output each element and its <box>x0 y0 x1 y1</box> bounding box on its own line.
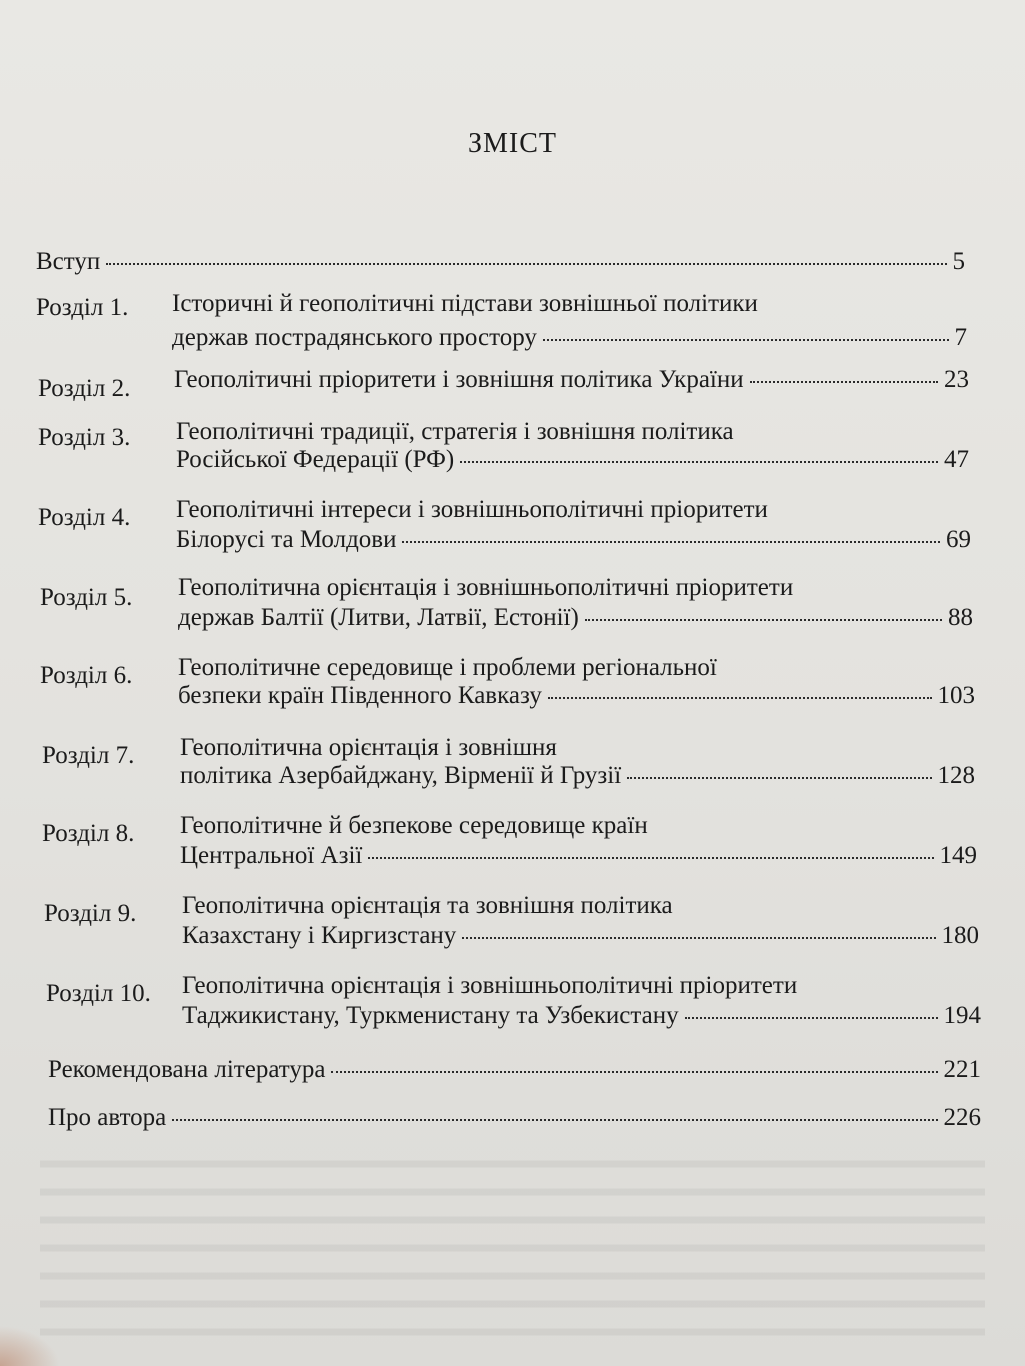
dot-leader <box>106 263 946 265</box>
dot-leader <box>402 541 940 543</box>
toc-entry-title-line2: Таджикистану, Туркменистану та Узбекистану <box>182 1002 679 1029</box>
toc-chapter-label: Розділ 8. <box>42 820 135 847</box>
toc-chapter-label: Розділ 2. <box>38 375 131 402</box>
toc-entry-chapter-5[interactable] <box>178 604 973 640</box>
toc-page-number: 221 <box>943 1056 981 1083</box>
toc-chapter-label: Розділ 6. <box>40 662 133 689</box>
toc-entry-title-line2: держав Балтії (Литви, Латвії, Естонії) <box>178 604 579 631</box>
toc-entry-title-line1: Історичні й геополітичні підстави зовнішньої політики <box>172 290 758 317</box>
toc-entry-title-line2: Білорусі та Молдови <box>176 526 397 553</box>
toc-chapter-label: Розділ 9. <box>44 900 137 927</box>
toc-page-number: 7 <box>954 324 967 351</box>
toc-entry-title-line1: Геополітична орієнтація і зовнішня <box>180 734 557 761</box>
toc-entry-title-line1: Геополітична орієнтація та зовнішня політика <box>182 892 673 919</box>
toc-entry-about-author[interactable] <box>48 1104 981 1140</box>
toc-entry-title: Про автора <box>48 1104 167 1131</box>
toc-entry-title-line2: Казахстану і Киргизстану <box>182 922 457 949</box>
toc-entry-intro[interactable] <box>36 248 965 284</box>
toc-entry-title: Вступ <box>36 248 101 275</box>
toc-entry-title-line1: Геополітична орієнтація і зовнішньополітичні пріоритети <box>182 972 798 999</box>
toc-entry-title-line1: Геополітичне й безпекове середовище країн <box>180 812 648 839</box>
toc-page-number: 88 <box>948 604 973 631</box>
toc-page-number: 69 <box>946 526 971 553</box>
toc-entry-title-line2: держав пострадянського простору <box>172 324 537 351</box>
toc-page-number: 47 <box>944 446 969 473</box>
dot-leader <box>750 381 938 383</box>
toc-page-number: 194 <box>943 1002 981 1029</box>
toc-entry-chapter-2[interactable] <box>174 366 969 402</box>
toc-entry-chapter-10[interactable] <box>182 1002 981 1038</box>
toc-entry-title-line1: Геополітична орієнтація і зовнішньополітичні пріоритети <box>178 574 794 601</box>
toc-entry-title-line2: Геополітичні пріоритети і зовнішня політика України <box>174 366 744 393</box>
toc-entry-chapter-9[interactable] <box>182 922 979 958</box>
toc-entry-title-line1: Геополітичні інтереси і зовнішньополітичні пріоритети <box>176 496 768 523</box>
bleed-through-text <box>40 1140 985 1350</box>
dot-leader <box>460 461 938 463</box>
dot-leader <box>685 1017 938 1019</box>
toc-entry-title-line2: політика Азербайджану, Вірменії й Грузії <box>180 762 622 789</box>
dot-leader <box>627 777 931 779</box>
toc-entry-chapter-3[interactable] <box>176 446 969 482</box>
toc-entry-title-line2: Російської Федерації (РФ) <box>176 446 455 473</box>
toc-page-number: 226 <box>943 1104 981 1131</box>
toc-chapter-label: Розділ 5. <box>40 584 133 611</box>
toc-entry-chapter-8[interactable] <box>180 842 977 878</box>
dot-leader <box>585 619 942 621</box>
dot-leader <box>548 697 932 699</box>
dot-leader <box>368 857 933 859</box>
toc-page-number: 103 <box>937 682 975 709</box>
dot-leader <box>462 937 935 939</box>
dot-leader <box>172 1119 937 1121</box>
toc-entry-title-line1: Геополітичні традиції, стратегія і зовнішня політика <box>176 418 734 445</box>
toc-chapter-label: Розділ 1. <box>36 294 129 321</box>
toc-chapter-label: Розділ 10. <box>46 980 151 1007</box>
toc-page-number: 180 <box>941 922 979 949</box>
toc-entry-title-line2: Центральної Азії <box>180 842 363 869</box>
page-title: ЗМІСТ <box>467 128 558 159</box>
toc-entry-chapter-7[interactable] <box>180 762 975 798</box>
toc-chapter-label: Розділ 3. <box>38 424 131 451</box>
toc-page-number: 5 <box>952 248 965 275</box>
toc-entry-chapter-6[interactable] <box>178 682 975 718</box>
toc-entry-title-line1: Геополітичне середовище і проблеми регіональної <box>178 654 717 681</box>
toc-entry-chapter-1[interactable] <box>172 324 967 360</box>
toc-page-number: 128 <box>937 762 975 789</box>
toc-entry-title: Рекомендована література <box>48 1056 326 1083</box>
toc-chapter-label: Розділ 4. <box>38 504 131 531</box>
finger-shadow <box>0 1326 60 1366</box>
dot-leader <box>543 339 949 341</box>
toc-entry-chapter-4[interactable] <box>176 526 971 562</box>
dot-leader <box>331 1071 937 1073</box>
toc-page-number: 23 <box>944 366 969 393</box>
toc-entry-title-line2: безпеки країн Південного Кавказу <box>178 682 542 709</box>
toc-chapter-label: Розділ 7. <box>42 742 135 769</box>
toc-entry-references[interactable] <box>48 1056 981 1092</box>
toc-page-number: 149 <box>939 842 977 869</box>
